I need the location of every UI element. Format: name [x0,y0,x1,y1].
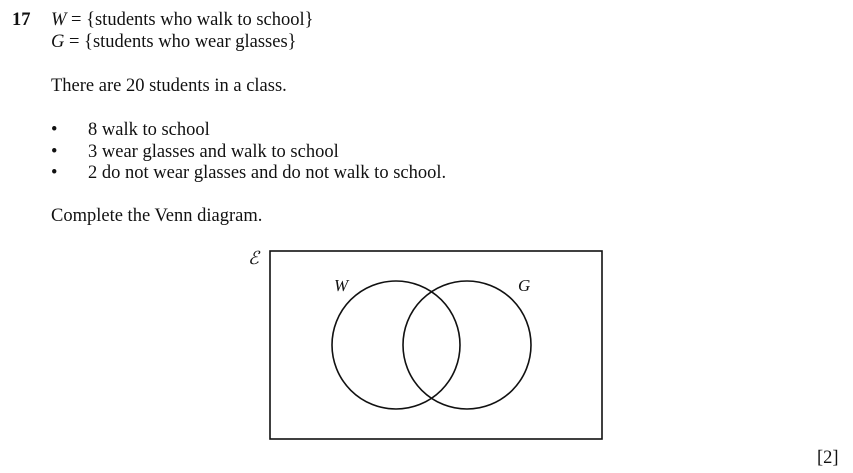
bullet-item: 8 walk to school [88,120,210,140]
set-symbol-g: G [51,32,65,52]
bullet-item: 3 wear glasses and walk to school [88,142,339,162]
universal-set-box [270,251,602,439]
instruction-text: Complete the Venn diagram. [51,206,263,226]
bullet-icon: • [51,142,58,162]
definition-w-text: = {students who walk to school} [66,10,314,30]
set-w-label: W [334,276,349,295]
definition-g-text: = {students who wear glasses} [64,32,297,52]
set-g-label: G [518,276,531,295]
set-symbol-w: W [51,10,67,30]
intro-text: There are 20 students in a class. [51,76,287,96]
universal-set-label: ℰ [248,248,259,268]
marks-label: [2] [817,448,839,468]
bullet-icon: • [51,120,58,140]
question-number: 17 [12,10,31,30]
bullet-item: 2 do not wear glasses and do not walk to school. [88,163,447,183]
bullet-icon: • [51,163,58,183]
set-w-circle [332,281,460,409]
set-g-circle [403,281,531,409]
